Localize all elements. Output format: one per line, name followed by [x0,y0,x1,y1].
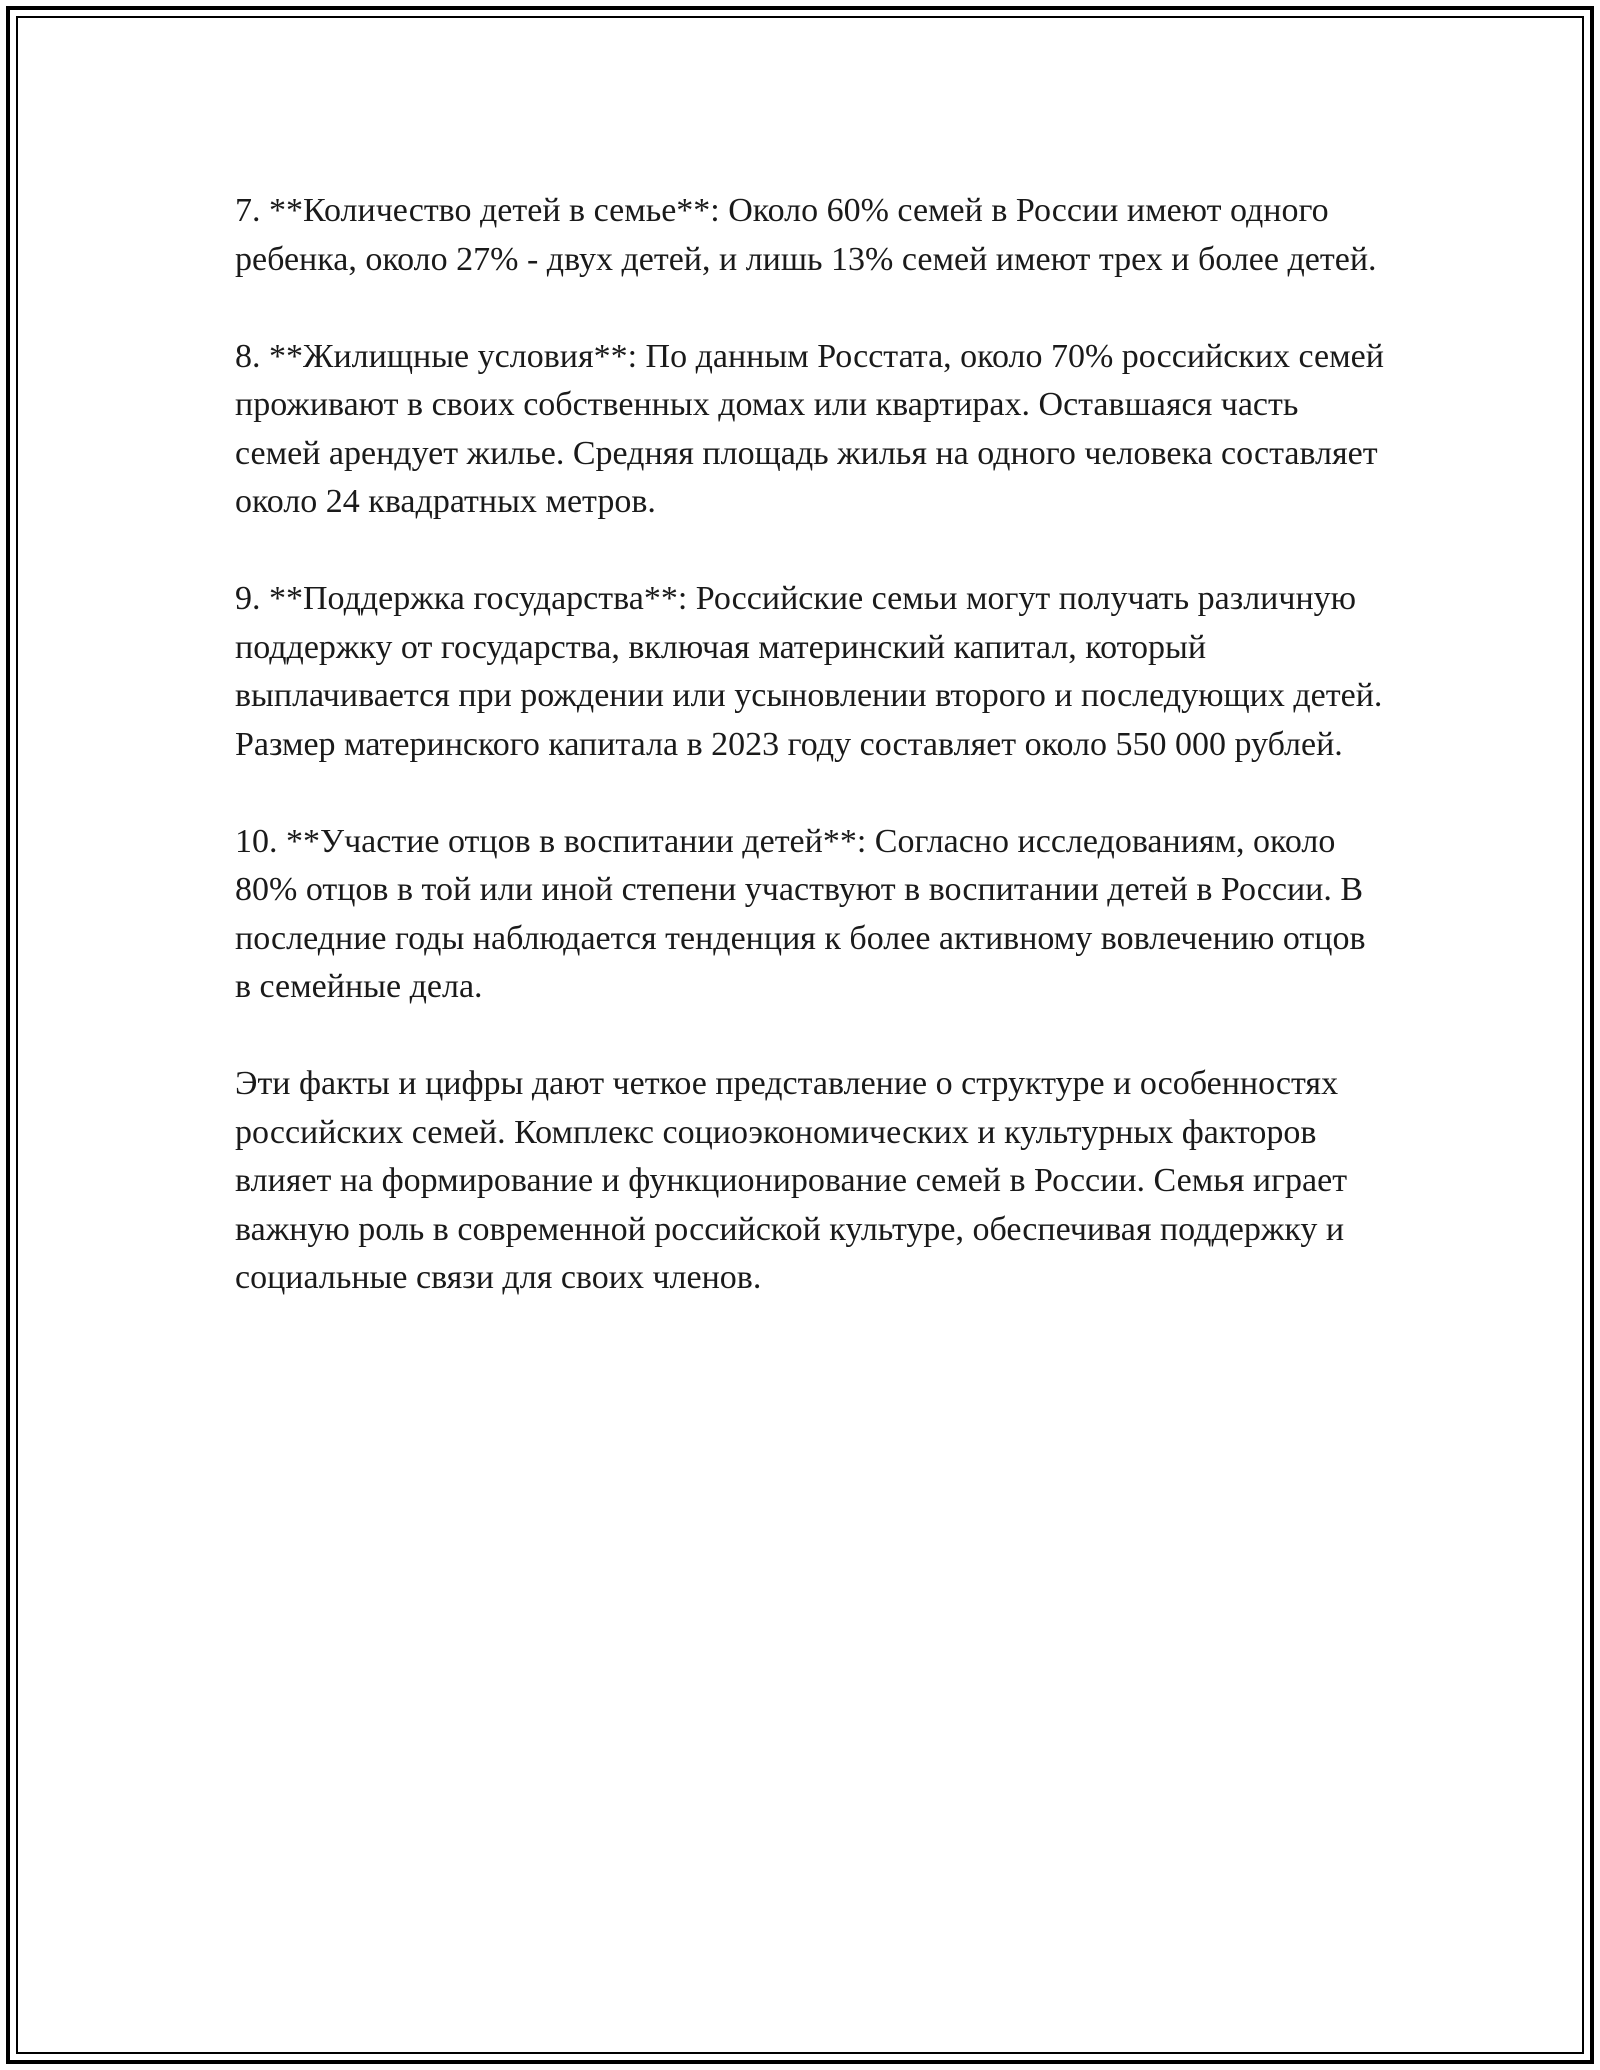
document-body [235,187,1385,1351]
paragraph-housing: 8. **Жилищные условия**: По данным Росстата, около 70% российских семей проживают в своих собственных домах или квартирах. Оставшаяся часть семей арендует жилье. Средняя площадь жилья на одного человека составляет около 24 квадратных метров. [235,337,1384,520]
paragraph-conclusion: Эти факты и цифры дают четкое представление о структуре и особенностях российских семей. Комплекс социоэкономических и культурных факторов влияет на формирование и функционирование семей в России. Семья играет важную роль в современной российской культуре, обеспечивая поддержку и социальные связи для своих членов. [235,1065,1348,1296]
paragraph-fathers-participation: 10. **Участие отцов в воспитании детей**: Согласно исследованиям, около 80% отцов в той или иной степени участвуют в воспитании детей в России. В последние годы наблюдается тенденция к более активному вовлечению отцов в семейные дела. [235,822,1366,1005]
paragraph-state-support: 9. **Поддержка государства**: Российские семьи могут получать различную поддержку от государства, включая материнский капитал, который выплачивается при рождении или усыновлении второго и последующих детей. Размер материнского капитала в 2023 году составляет около 550 000 рублей. [235,580,1383,763]
paragraph-children-count: 7. **Количество детей в семье**: Около 60% семей в России имеют одного ребенка, около 27% - двух детей, и лишь 13% семей имеют трех и более детей. [235,192,1377,278]
